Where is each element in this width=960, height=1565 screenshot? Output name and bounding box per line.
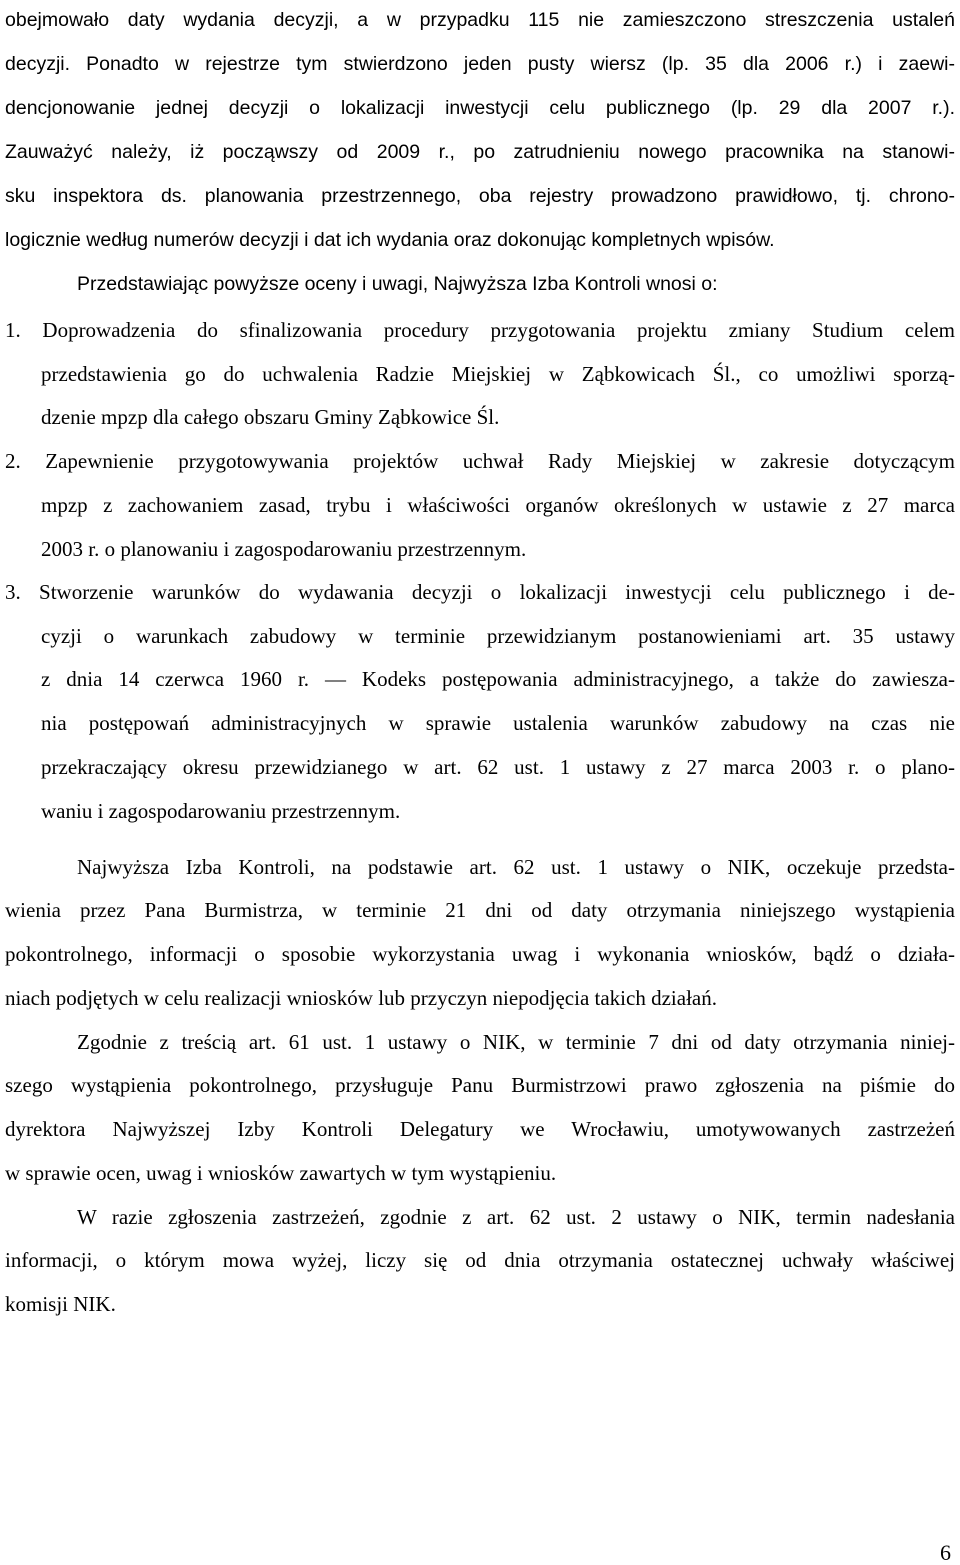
text-line: logicznie według numerów decyzji i dat ich wydania oraz dokonując kompletnych wpisów. (5, 229, 775, 251)
text-line: dencjonowanie jednej decyzji o lokalizacji inwestycji celu publicznego (lp. 29 dla 2007 r.). (5, 97, 955, 119)
text-line: 2003 r. o planowaniu i zagospodarowaniu przestrzennym. (41, 537, 527, 561)
text-line: Najwyższa Izba Kontroli, na podstawie art. 62 ust. 1 ustawy o NIK, oczekuje przedsta- (77, 855, 955, 879)
text-line: waniu i zagospodarowaniu przestrzennym. (41, 799, 401, 823)
text-line: nia postępowań administracyjnych w sprawie ustalenia warunków zabudowy na czas nie (41, 711, 955, 735)
list-item-3: 3. Stworzenie warunków do wydawania decyzji o lokalizacji inwestycji celu publicznego i de- (5, 580, 955, 604)
text-line: przekraczający okresu przewidzianego w art. 62 ust. 1 ustawy z 27 marca 2003 r. o plano- (41, 755, 955, 779)
text-line: szego wystąpienia pokontrolnego, przysługuje Panu Burmistrzowi prawo zgłoszenia na piśmie do (5, 1073, 955, 1097)
list-item-1: 1. Doprowadzenia do sfinalizowania procedury przygotowania projektu zmiany Studium celem (5, 318, 955, 342)
text-line: w sprawie ocen, uwag i wniosków zawartych w tym wystąpieniu. (5, 1161, 557, 1185)
text-line: Zauważyć należy, iż począwszy od 2009 r., po zatrudnieniu nowego pracownika na stanowi- (5, 141, 955, 163)
text-line: wienia przez Pana Burmistrza, w terminie 21 dni od daty otrzymania niniejszego wystąpienia (5, 898, 955, 922)
text-line: mpzp z zachowaniem zasad, trybu i właściwości organów określonych w ustawie z 27 marca (41, 493, 955, 517)
text-line: komisji NIK. (5, 1292, 116, 1316)
text-line: decyzji. Ponadto w rejestrze tym stwierdzono jeden pusty wiersz (lp. 35 dla 2006 r.) i zaewi- (5, 53, 955, 75)
text-line: pokontrolnego, informacji o sposobie wykorzystania uwag i wykonania wniosków, bądź o działa- (5, 942, 955, 966)
text-line: sku inspektora ds. planowania przestrzennego, oba rejestry prowadzono prawidłowo, tj. chrono- (5, 185, 955, 207)
page-number: 6 (940, 1540, 951, 1565)
text-line: cyzji o warunkach zabudowy w terminie przewidzianym postanowieniami art. 35 ustawy (41, 624, 955, 648)
text-line: W razie zgłoszenia zastrzeżeń, zgodnie z art. 62 ust. 2 ustawy o NIK, termin nadesłania (77, 1205, 955, 1229)
text-line: dzenie mpzp dla całego obszaru Gminy Ząbkowice Śl. (41, 405, 500, 429)
text-line: obejmowało daty wydania decyzji, a w przypadku 115 nie zamieszczono streszczenia ustaleń (5, 9, 955, 31)
text-line: z dnia 14 czerwca 1960 r. ― Kodeks postępowania administracyjnego, a także do zawiesza- (41, 667, 955, 691)
text-line: dyrektora Najwyższej Izby Kontroli Delegatury we Wrocławiu, umotywowanych zastrzeżeń (5, 1117, 955, 1141)
text-line: Przedstawiając powyższe oceny i uwagi, Najwyższa Izba Kontroli wnosi o: (77, 273, 718, 295)
text-line: niach podjętych w celu realizacji wniosków lub przyczyn niepodjęcia takich działań. (5, 986, 717, 1010)
text-line: informacji, o którym mowa wyżej, liczy się od dnia otrzymania ostatecznej uchwały właściwej (5, 1248, 955, 1272)
text-line: przedstawienia go do uchwalenia Radzie Miejskiej w Ząbkowicach Śl., co umożliwi sporzą- (41, 362, 955, 386)
list-item-2: 2. Zapewnienie przygotowywania projektów uchwał Rady Miejskiej w zakresie dotyczącym (5, 449, 955, 473)
text-line: Zgodnie z treścią art. 61 ust. 1 ustawy o NIK, w terminie 7 dni od daty otrzymania niniej- (77, 1030, 955, 1054)
